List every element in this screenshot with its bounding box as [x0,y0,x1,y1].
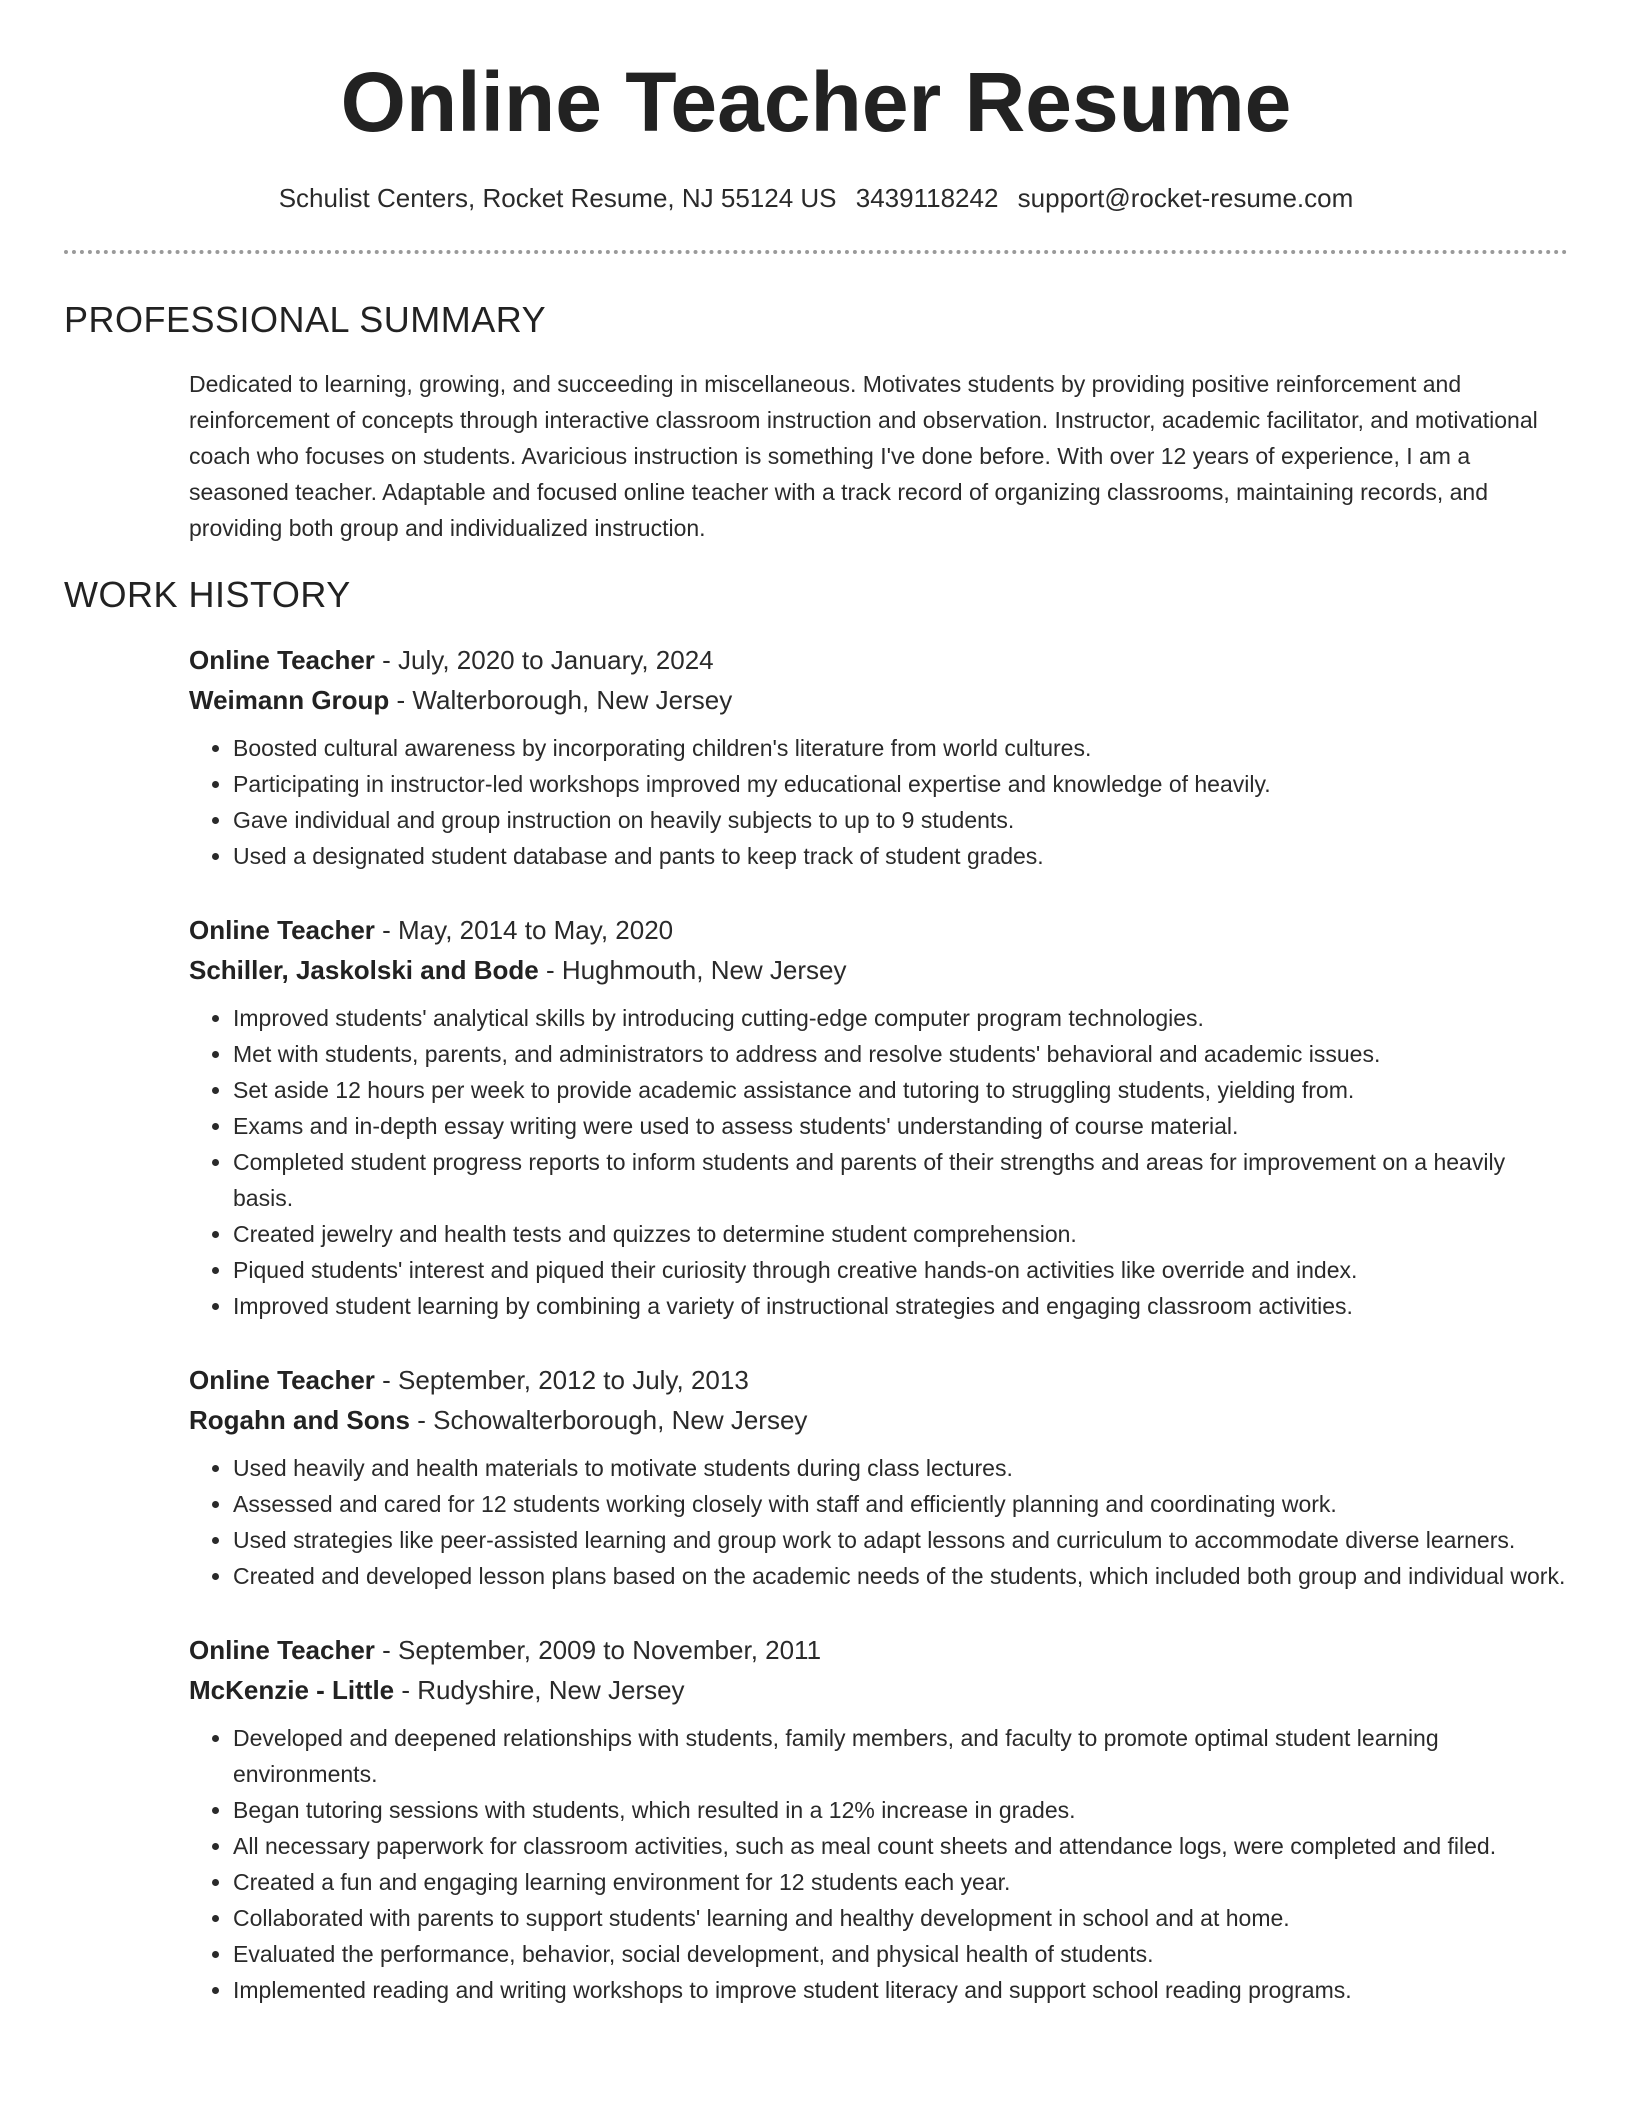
resume-title: Online Teacher Resume [340,55,1292,149]
job-company: Rogahn and Sons [189,1405,410,1435]
job-dates: - July, 2020 to January, 2024 [374,645,714,675]
email-link[interactable]: support@rocket-resume.com [1017,183,1354,213]
job-bullet: • Began tutoring sessions with students, which resulted in a 12% increase in grades. [233,1792,1569,1828]
header-divider [64,250,1568,254]
work-history-heading: WORK HISTORY [64,574,351,615]
summary-heading: PROFESSIONAL SUMMARY [64,299,547,340]
job-bullet: • Used heavily and health materials to motivate students during class lectures. [233,1450,1569,1486]
job-bullet: • Created jewelry and health tests and quizzes to determine student comprehension. [233,1216,1569,1252]
job-title-line [189,640,1569,680]
job-company: Weimann Group [189,685,390,715]
job-bullet: • Exams and in-depth essay writing were used to assess students' understanding of course material. [233,1108,1569,1144]
job-bullet: • Assessed and cared for 12 students working closely with staff and efficiently planning and coordinating work. [233,1486,1569,1522]
job-bullet: • Boosted cultural awareness by incorporating children's literature from world cultures. [233,730,1569,766]
job-company: McKenzie - Little [189,1675,395,1705]
job-bullet: • Met with students, parents, and administrators to address and resolve students' behavioral and academic issues. [233,1036,1569,1072]
job-bullet: • Developed and deepened relationships with students, family members, and faculty to promote optimal student learning environments. [233,1720,1569,1792]
summary-text: Dedicated to learning, growing, and succeeding in miscellaneous. Motivates students by providing positive reinforcement and reinforcement of concepts through interactive classroom instruction and observation. Instructor, academic facilitator, and motivational coach who focuses on students. Avaricious instruction is something I've done before. With over 12 years of experience, I am a seasoned teacher. Adaptable and focused online teacher with a track record of organizing classrooms, maintaining records, and providing both group and individualized instruction. [189,371,1538,541]
job-position: Online Teacher [189,1365,375,1395]
job-bullets [189,1000,1569,1324]
job-position: Online Teacher [189,915,375,945]
job-entry [189,910,1569,1324]
job-title-line [189,1360,1569,1400]
job-title-line [189,1630,1569,1670]
job-bullets [189,730,1569,874]
address-text: Schulist Centers, Rocket Resume, NJ 55124 US [278,183,837,213]
job-bullet: • Completed student progress reports to inform students and parents of their strengths and areas for improvement on a heavily basis. [233,1144,1569,1216]
job-entry [189,1360,1569,1594]
job-location: - Schowalterborough, New Jersey [410,1405,808,1435]
job-position: Online Teacher [189,645,375,675]
phone-text: 3439118242 [855,183,999,213]
job-entry [189,1630,1569,2008]
job-dates: - September, 2012 to July, 2013 [374,1365,749,1395]
job-bullet: • Set aside 12 hours per week to provide academic assistance and tutoring to struggling students, yielding from. [233,1072,1569,1108]
job-dates: - September, 2009 to November, 2011 [374,1635,822,1665]
job-position: Online Teacher [189,1635,375,1665]
job-bullet: • Improved students' analytical skills by introducing cutting-edge computer program technologies. [233,1000,1569,1036]
contact-line [0,180,1632,216]
job-company-line [189,1670,1569,1710]
job-company-line [189,680,1569,720]
work-history-list [189,640,1569,2044]
job-bullet: • Created and developed lesson plans based on the academic needs of the students, which included both group and individual work. [233,1558,1569,1594]
job-company-line [189,1400,1569,1440]
job-bullets [189,1720,1569,2008]
job-dates: - May, 2014 to May, 2020 [374,915,674,945]
job-bullet: • Collaborated with parents to support students' learning and healthy development in school and at home. [233,1900,1569,1936]
job-company-line [189,950,1569,990]
job-location: - Hughmouth, New Jersey [538,955,847,985]
job-location: - Walterborough, New Jersey [389,685,733,715]
job-bullet: • All necessary paperwork for classroom activities, such as meal count sheets and attendance logs, were completed and filed. [233,1828,1569,1864]
job-bullet: • Used strategies like peer-assisted learning and group work to adapt lessons and curriculum to accommodate diverse learners. [233,1522,1569,1558]
job-location: - Rudyshire, New Jersey [394,1675,685,1705]
job-bullet: • Used a designated student database and pants to keep track of student grades. [233,838,1569,874]
job-entry [189,640,1569,874]
job-bullet: • Evaluated the performance, behavior, social development, and physical health of students. [233,1936,1569,1972]
job-bullet: • Participating in instructor-led workshops improved my educational expertise and knowledge of heavily. [233,766,1569,802]
job-bullet: • Created a fun and engaging learning environment for 12 students each year. [233,1864,1569,1900]
job-bullet: • Improved student learning by combining a variety of instructional strategies and engaging classroom activities. [233,1288,1569,1324]
job-company: Schiller, Jaskolski and Bode [189,955,539,985]
job-bullet: • Implemented reading and writing workshops to improve student literacy and support school reading programs. [233,1972,1569,2008]
job-bullets [189,1450,1569,1594]
job-bullet: • Piqued students' interest and piqued their curiosity through creative hands-on activities like override and index. [233,1252,1569,1288]
job-bullet: • Gave individual and group instruction on heavily subjects to up to 9 students. [233,802,1569,838]
job-title-line [189,910,1569,950]
